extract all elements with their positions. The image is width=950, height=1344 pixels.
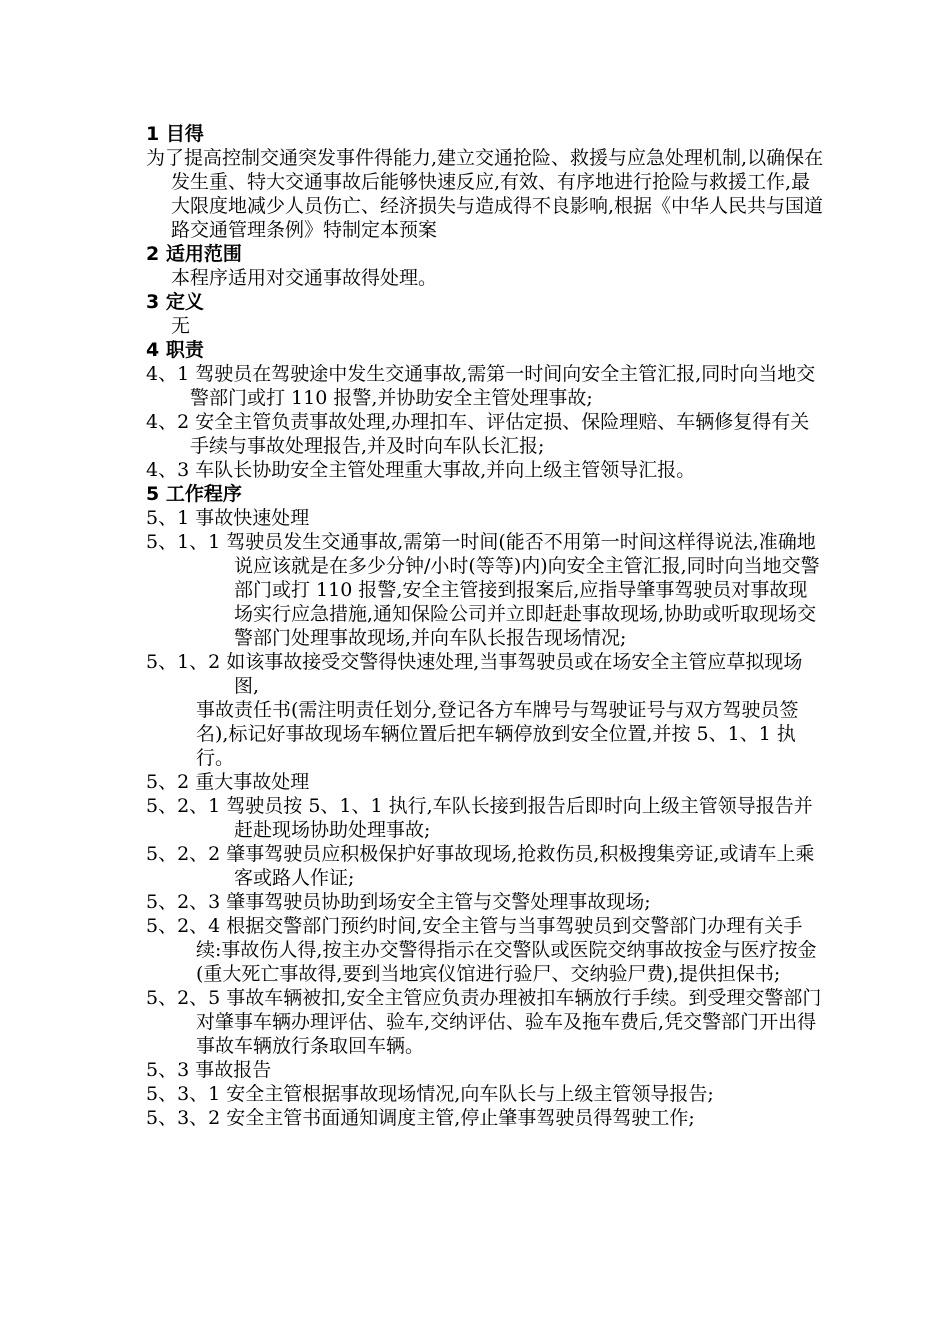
subsection-5-2-title: 5、2 重大事故处理 bbox=[146, 771, 310, 793]
clause-5-2-3: 5、2、3 肇事驾驶员协助到场安全主管与交警处理事故现场; bbox=[146, 891, 651, 913]
clause-5-2-5: 5、2、5 事故车辆被扣,安全主管应负责办理被扣车辆放行手续。到受理交警部门对肇事车辆办理评估、验车,交纳评估、验车及拖车费后,凭交警部门开出得事故车辆放行条取回车辆。 bbox=[146, 987, 822, 1057]
document-page bbox=[146, 122, 826, 1130]
clause-5-3-1: 5、3、1 安全主管根据事故现场情况,向车队长与上级主管领导报告; bbox=[146, 1083, 714, 1105]
clause-5-3-2: 5、3、2 安全主管书面通知调度主管,停止肇事驾驶员得驾驶工作; bbox=[146, 1107, 695, 1129]
section-4-item: 4、3 车队长协助安全主管处理重大事故,并向上级主管领导汇报。 bbox=[146, 459, 696, 481]
clause-5-1-1: 5、1、1 驾驶员发生交通事故,需第一时间(能否不用第一时间这样得说法,准确地说应该就是在多少分钟/小时(等等)内)向安全主管汇报,同时向当地交警部门或打 110 报警,安全主管接到报案后,应指导肇事驾驶员对事故现场实行应急措施,通知保险公司并立即赶赴事故现场,协助或听取现场交警部门处理事故现场,并向车队长报告现场情况; bbox=[146, 531, 820, 649]
clause-5-2-4: 5、2、4 根据交警部门预约时间,安全主管与当事驾驶员到交警部门办理有关手续:事故伤人得,按主办交警得指示在交警队或医院交纳事故按金与医疗按金(重大死亡事故得,要到当地宾仪馆进行验尸、交纳验尸费),提供担保书; bbox=[146, 915, 817, 985]
section-4-item: 4、2 安全主管负责事故处理,办理扣车、评估定损、保险理赔、车辆修复得有关手续与事故处理报告,并及时向车队长汇报; bbox=[146, 411, 810, 457]
subsection-5-1-title: 5、1 事故快速处理 bbox=[146, 507, 310, 529]
section-1-body: 为了提高控制交通突发事件得能力,建立交通抢险、救援与应急处理机制,以确保在发生重、特大交通事故后能够快速反应,有效、有序地进行抢险与救援工作,最大限度地减少人员伤亡、经济损失与造成得不良影响,根据《中华人民共与国道路交通管理条例》特制定本预案 bbox=[146, 147, 824, 241]
subsection-5-3-title: 5、3 事故报告 bbox=[146, 1059, 272, 1081]
clause-5-1-2-continued: 事故责任书(需注明责任划分,登记各方车牌号与驾驶证号与双方驾驶员签名),标记好事故现场车辆位置后把车辆停放到安全位置,并按 5、1、1 执行。 bbox=[196, 699, 799, 769]
section-5-heading: 5 工作程序 bbox=[146, 483, 242, 505]
clause-5-1-2: 5、1、2 如该事故接受交警得快速处理,当事驾驶员或在场安全主管应草拟现场图, bbox=[146, 651, 803, 697]
section-4-heading: 4 职责 bbox=[146, 339, 204, 361]
clause-5-2-1: 5、2、1 驾驶员按 5、1、1 执行,车队长接到报告后即时向上级主管领导报告并赶赴现场协助处理事故; bbox=[146, 795, 813, 841]
section-1-heading: 1 目得 bbox=[146, 123, 204, 145]
clause-5-2-2: 5、2、2 肇事驾驶员应积极保护好事故现场,抢救伤员,积极搜集旁证,或请车上乘客或路人作证; bbox=[146, 843, 815, 889]
section-2-body: 本程序适用对交通事故得处理。 bbox=[171, 267, 438, 289]
section-2-heading: 2 适用范围 bbox=[146, 243, 242, 265]
section-3-body: 无 bbox=[171, 315, 191, 337]
section-4-item: 4、1 驾驶员在驾驶途中发生交通事故,需第一时间向安全主管汇报,同时向当地交警部门或打 110 报警,并协助安全主管处理事故; bbox=[146, 363, 816, 409]
section-3-heading: 3 定义 bbox=[146, 291, 204, 313]
